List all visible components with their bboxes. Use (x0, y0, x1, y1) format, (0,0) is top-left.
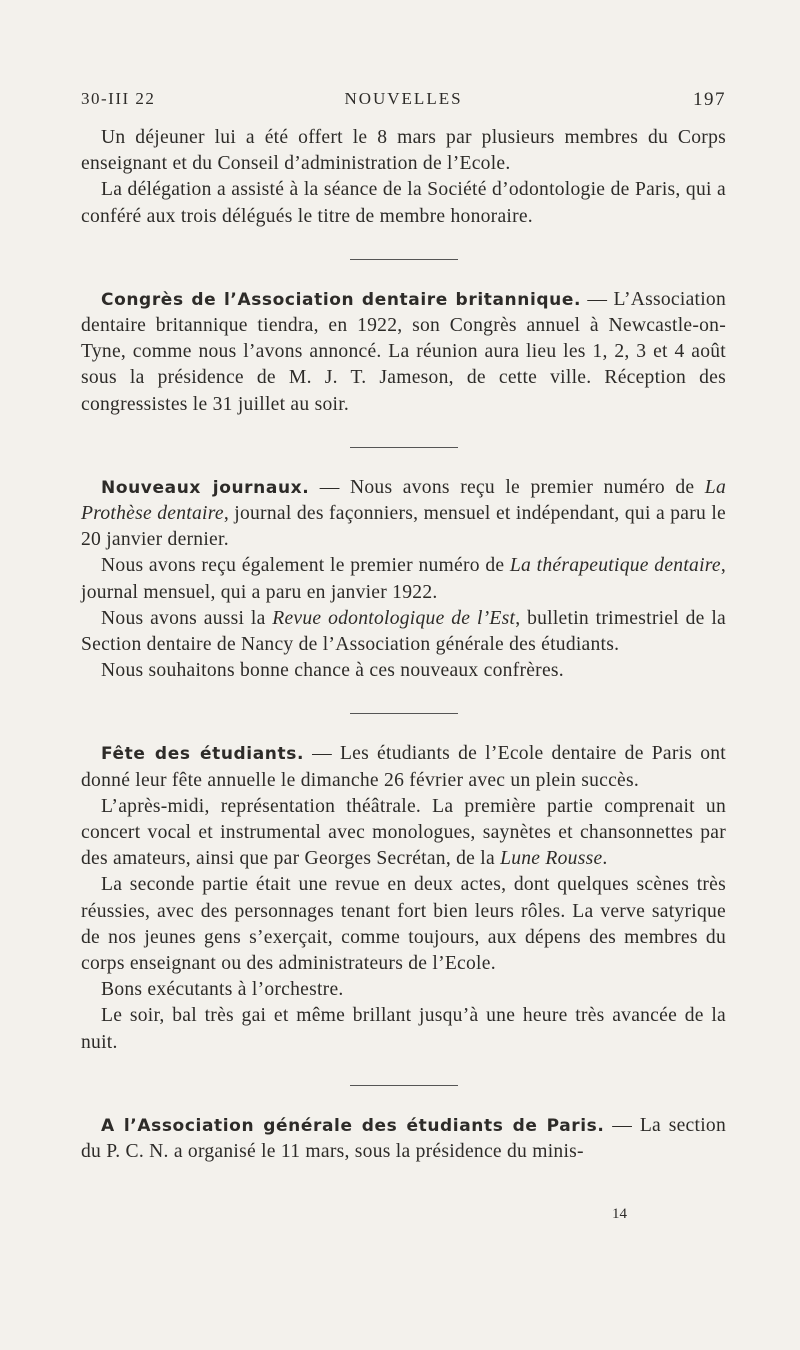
page-body (81, 125, 726, 1165)
section-heading-journaux: Nouveaux journaux. (101, 477, 310, 498)
journaux-text: , journal mensuel, qui a paru en janvier 1922. (81, 555, 727, 603)
fete-text: — Les étudiants de l’Ecole dentaire de Paris ont donné leur fête annuelle le dimanche 26 février avec un plein succès. (81, 743, 726, 791)
section-heading-age: A l’Association générale des étudiants de Paris. (101, 1115, 605, 1136)
section-congres (81, 287, 726, 418)
paragraph-dejeuner: Un déjeuner lui a été offert le 8 mars par plusieurs membres du Corps enseignant et du Conseil d’administration de l’Ecole. (81, 127, 726, 175)
paragraph-revue (81, 606, 726, 658)
journaux-text: Nous avons reçu également le premier numéro de (101, 555, 510, 577)
paragraph-bal: Le soir, bal très gai et même brillant jusqu’à une heure très avancée de la nuit. (81, 1005, 726, 1053)
paragraph-delegation: La délégation a assisté à la séance de la Société d’odontologie de Paris, qui a conféré aux trois délégués le titre de membre honoraire. (81, 179, 726, 227)
section-heading-congres: Congrès de l’Association dentaire britannique. (101, 289, 582, 310)
page-number: 197 (693, 89, 726, 110)
journal-title: Revue odontologique de l’Est (272, 607, 516, 629)
journaux-text: — Nous avons reçu le premier numéro de (309, 476, 705, 498)
running-header (81, 89, 726, 111)
section-text-congres: — L’Association dentaire britannique tiendra, en 1922, son Congrès annuel à Newcastle-on-Tyne, comme nous l’avons annoncé. La réunion aura lieu les 1, 2, 3 et 4 août sous la présidence de M. J. T. Jameson, de cette ville. Réception des congressistes le 31 juillet au soir. (81, 288, 726, 415)
fete-text: . (602, 848, 608, 870)
paragraph-apres-midi (81, 794, 726, 873)
section-fete (81, 741, 726, 793)
journaux-text: , journal des façonniers, mensuel et indépendant, qui a paru le 20 janvier dernier. (81, 503, 726, 551)
paragraph-souhaits: Nous souhaitons bonne chance à ces nouveaux confrères. (101, 660, 564, 682)
section-heading-fete: Fête des étudiants. (101, 744, 305, 765)
section-age (81, 1113, 726, 1165)
paragraph-revue-deux-actes: La seconde partie était une revue en deux actes, dont quelques scènes très réussies, avec des personnages tenant fort bien leurs rôles. La verve satyrique de nos jeunes gens s’exerçait, comme toujours, aux dépens des membres du corps enseignant ou des administrateurs de l’Ecole. (81, 874, 726, 975)
journal-title: La thérapeutique dentaire (509, 555, 721, 577)
paragraph-orchestre: Bons exécutants à l’orchestre. (101, 979, 344, 1001)
section-journaux (81, 475, 726, 554)
header-section-title: NOUVELLES (344, 89, 463, 108)
journaux-text: , bulletin trimestriel de la Section dentaire de Nancy de l’Association générale des étudiants. (81, 607, 726, 656)
signature-mark: 14 (612, 1206, 627, 1222)
fete-text: L’après-midi, représentation théâtrale. La première partie comprenait un concert vocal et instrumental avec monologues, saynètes et chansonnettes par des amateurs, ainsi que par Georges Secrétan, de la (81, 795, 726, 870)
journal-title: La Prothèse dentaire (81, 476, 726, 525)
header-date: 30-III 22 (81, 89, 156, 108)
theatre-name: Lune Rousse (500, 848, 603, 870)
journaux-text: Nous avons aussi la (101, 607, 273, 629)
paragraph-therapeutique (81, 553, 726, 605)
age-text: — La section du P. C. N. a organisé le 11 mars, sous la présidence du minis- (81, 1114, 726, 1163)
